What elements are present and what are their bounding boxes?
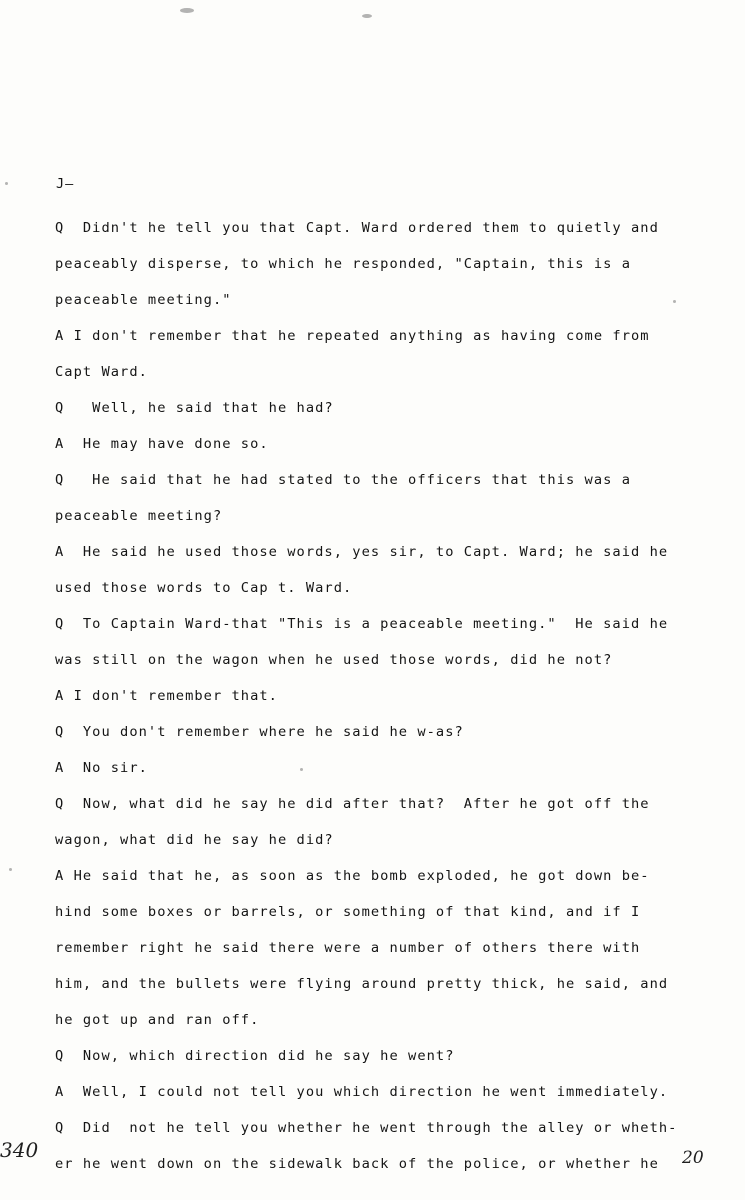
- text-line: Capt Ward.: [55, 364, 148, 380]
- handwritten-page-number: 340: [0, 1138, 39, 1162]
- text-line: Q Did not he tell you whether he went through the alley or wheth-: [55, 1120, 678, 1136]
- text-line: remember right he said there were a number of others there with: [55, 940, 641, 956]
- text-line: Q To Captain Ward-that "This is a peaceable meeting." He said he: [55, 616, 669, 632]
- text-line: Q You don't remember where he said he w-as?: [55, 724, 464, 740]
- text-line: Q Now, what did he say he did after that? After he got off the: [55, 796, 650, 812]
- text-line: A I don't remember that he repeated anything as having come from: [55, 328, 650, 344]
- scan-speck: [362, 14, 372, 18]
- text-line: peaceably disperse, to which he responded, "Captain, this is a: [55, 256, 632, 272]
- text-line: Q He said that he had stated to the officers that this was a: [55, 472, 632, 488]
- scan-speck: [673, 300, 676, 303]
- text-line: Q Well, he said that he had?: [55, 400, 334, 416]
- text-line: Q Now, which direction did he say he went?: [55, 1048, 455, 1064]
- text-line: used those words to Cap t. Ward.: [55, 580, 353, 596]
- text-line: A He may have done so.: [55, 436, 269, 452]
- handwritten-margin-mark: 20: [682, 1148, 704, 1168]
- text-line: wagon, what did he say he did?: [55, 832, 334, 848]
- section-mark: J—: [56, 176, 75, 192]
- text-line: A He said that he, as soon as the bomb exploded, he got down be-: [55, 868, 650, 884]
- text-line: A He said he used those words, yes sir, to Capt. Ward; he said he: [55, 544, 669, 560]
- text-line: er he went down on the sidewalk back of the police, or whether he: [55, 1156, 659, 1172]
- text-line: peaceable meeting?: [55, 508, 223, 524]
- text-line: A I don't remember that.: [55, 688, 278, 704]
- scan-speck: [9, 868, 12, 871]
- scan-speck: [300, 768, 303, 771]
- text-line: A No sir.: [55, 760, 148, 776]
- text-line: was still on the wagon when he used those words, did he not?: [55, 652, 613, 668]
- scan-speck: [180, 8, 194, 13]
- scan-speck: [5, 182, 8, 185]
- text-line: Q Didn't he tell you that Capt. Ward ordered them to quietly and: [55, 220, 659, 236]
- text-line: A Well, I could not tell you which direction he went immediately.: [55, 1084, 669, 1100]
- text-line: he got up and ran off.: [55, 1012, 260, 1028]
- text-line: peaceable meeting.": [55, 292, 232, 308]
- transcript-text: [55, 210, 685, 1182]
- text-line: him, and the bullets were flying around pretty thick, he said, and: [55, 976, 669, 992]
- text-line: hind some boxes or barrels, or something of that kind, and if I: [55, 904, 641, 920]
